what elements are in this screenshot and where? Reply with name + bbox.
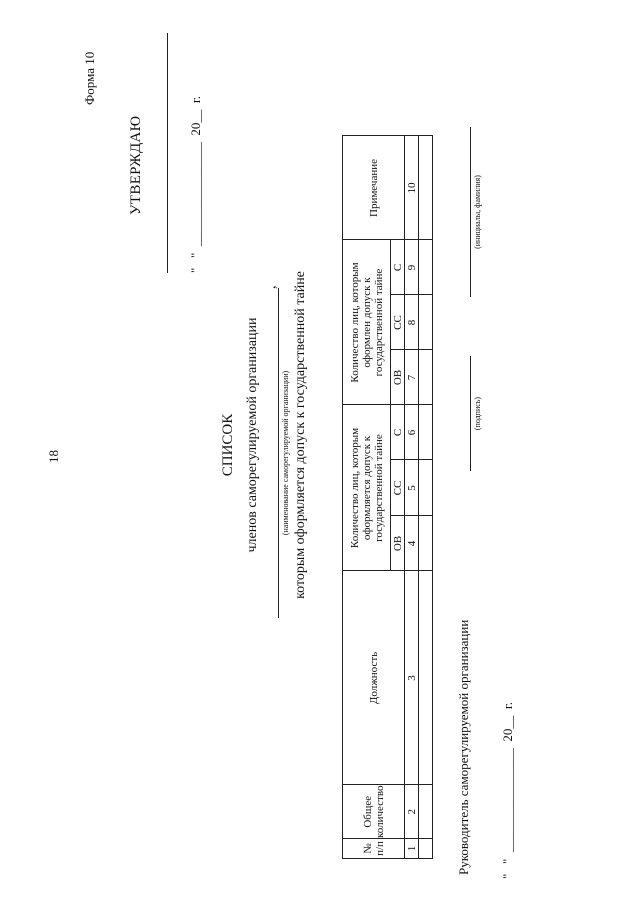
table-cell — [419, 295, 433, 350]
table-cell — [419, 785, 433, 839]
header-total: Общее количество — [343, 785, 405, 839]
column-number: 6 — [405, 405, 419, 460]
table-cell — [419, 405, 433, 460]
column-number: 1 — [405, 839, 419, 859]
header-position: Должность — [343, 571, 405, 785]
members-table — [342, 135, 433, 859]
approval-title: УТВЕРЖДАЮ — [128, 115, 144, 215]
header-group-pending: Количество лиц, которым оформляется допуск к государственной тайне — [343, 405, 391, 571]
form-label: Форма 10 — [82, 51, 97, 105]
column-number: 5 — [405, 460, 419, 516]
name-line — [470, 127, 471, 297]
org-name-comma: , — [264, 285, 279, 289]
subheader-ss: СС — [391, 460, 405, 516]
org-name-line — [278, 288, 279, 618]
table-cell — [419, 516, 433, 571]
column-number: 4 — [405, 516, 419, 571]
signature-caption: (подпись) — [473, 396, 482, 431]
column-number: 8 — [405, 295, 419, 350]
header-note: Примечание — [343, 136, 405, 240]
table-cell — [419, 350, 433, 405]
column-number: 2 — [405, 785, 419, 839]
subheader-ov: ОВ — [391, 516, 405, 571]
table-cell — [419, 240, 433, 295]
table-cell — [419, 571, 433, 785]
table-cell — [419, 460, 433, 516]
table-cell — [419, 136, 433, 240]
head-label: Руководитель саморегулируемой организации — [456, 619, 471, 875]
table-header-row — [343, 136, 391, 859]
subheader-ss: СС — [391, 295, 405, 350]
signature-line — [470, 356, 471, 471]
table-row — [419, 136, 433, 859]
footer-date-line: " " ________________ 20__ г. — [500, 702, 515, 879]
approval-signature-line — [167, 33, 168, 273]
column-number: 9 — [405, 240, 419, 295]
table-cell — [419, 839, 433, 859]
org-name-caption: (наименование саморегулируемой организации) — [281, 370, 290, 536]
header-group-granted: Количество лиц, которым оформлен допуск к государственной тайне — [343, 240, 391, 405]
subheader-s: С — [391, 405, 405, 460]
page-number: 18 — [46, 450, 61, 463]
list-title: СПИСОК — [220, 413, 236, 477]
header-num: № п/п — [343, 839, 405, 859]
column-number: 3 — [405, 571, 419, 785]
column-number: 10 — [405, 136, 419, 240]
subheader-ov: ОВ — [391, 350, 405, 405]
name-caption: (инициалы, фамилия) — [473, 175, 482, 249]
list-subtitle: членов саморегулируемой организации — [245, 317, 260, 553]
approval-date-line: " " ________________ 20__ г. — [188, 96, 203, 273]
table-column-numbers-row — [405, 136, 419, 859]
column-number: 7 — [405, 350, 419, 405]
subheader-s: С — [391, 240, 405, 295]
list-subtitle-2: которым оформляется допуск к государственной тайне — [293, 271, 308, 599]
